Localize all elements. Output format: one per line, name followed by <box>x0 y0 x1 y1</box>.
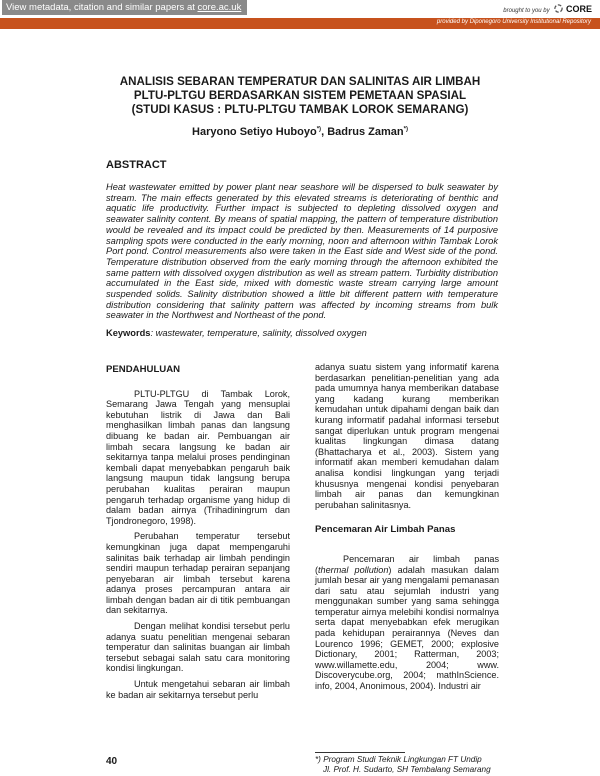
paragraph: PLTU-PLTGU di Tambak Lorok, Semarang Jawa Tengah yang mensuplai kebutuhan listrik di Jawa dan Bali menghasilkan limbah panas dan langsung dibuang ke badan air. Pembuangan air limbah secara langsung ke badan air sekitarnya tanpa melalui proses pendinginan kembali dapat menyebabkan pengaruh baik langsung maupun tidak langsung berupa perubahan kualitas perairan maupun pengaruh terhadap organisme yang hidup di dalam badan airnya (Trihadiningrum dan Tjondronegoro, 1998). <box>106 388 290 526</box>
paragraph-text: Pencemaran air limbah panas ( <box>315 553 499 575</box>
provider-bar <box>0 18 600 29</box>
author-mark: *) <box>403 126 408 133</box>
abstract-heading: ABSTRACT <box>106 159 167 171</box>
paragraph-text: ) adalah masukan dalam jumlah besar air yang mengalami pemanasan dari satu atau sejumlah industri yang menggunakan sumber yang sama sehingga temperatur airnya melebihi kondisi normalnya serta dapat menyebabkan efek merugikan pada kehidupan perairannya (Neves dan Lourenco 1996; GEMET, 2000; explosive Dictionary, 2001; Ratterman, 2003; www.willamette.edu, 2004; www. Discoverycube.org, 2004; mathInScience. info, 2004, Anonimous, 2004). Industri air <box>315 564 499 692</box>
author-separator: , <box>321 126 328 138</box>
author-name: Haryono Setiyo Huboyo <box>192 126 317 138</box>
brought-to-you-by[interactable] <box>503 4 592 14</box>
page-number: 40 <box>106 756 118 767</box>
right-column <box>315 362 499 692</box>
paper-title <box>90 75 510 117</box>
footnote-line: Jl. Prof. H. Sudarto, SH Tembalang Semarang <box>323 764 491 774</box>
paragraph: Perubahan temperatur tersebut kemungkinan juga dapat mempengaruhi salinitas baik terhadap air limbah pendingin sendiri maupun terhadap perairan sepanjang penyebaran air limbah tersebut karena adanya proses percampuran antara air limbah dengan badan air di titik pembuangan dan sekitarnya. <box>106 531 290 616</box>
keywords-label: Keywords <box>106 328 151 338</box>
core-logo-text: CORE <box>565 4 592 14</box>
author-name: Badrus Zaman <box>327 126 404 138</box>
paragraph: Untuk mengetahui sebaran air limbah ke badan air sekitarnya tersebut perlu <box>106 679 290 700</box>
title-line: ANALISIS SEBARAN TEMPERATUR DAN SALINITAS AIR LIMBAH <box>119 75 481 88</box>
core-logo-icon <box>554 4 563 13</box>
core-link[interactable]: core.ac.uk <box>197 2 242 13</box>
title-line: PLTU-PLTGU BERDASARKAN SISTEM PEMETAAN SPASIAL <box>133 89 467 102</box>
italic-term: thermal pollution <box>318 564 389 575</box>
paragraph: adanya suatu sistem yang informatif karena berdasarkan penelitian-penelitian yang ada pada umumnya hanya memberikan database yang kadang kurang memberikan kemudahan untuk dipahami dengan baik dan kurang informatif padahal informasi tersebut sangat diperlukan untuk program mengenai kualitas lingkungan dimasa datang (Bhattacharya et al., 2003). Sistem yang informatif akan memberi kemudahan dalam analisa kondisi lingkungan yang terjadi khususnya mengenai kondisi penyebaran limbah air panas dan kemungkinan perubahan salinitasnya. <box>315 362 499 510</box>
core-banner <box>0 0 600 18</box>
keywords-text: : wastewater, temperature, salinity, dissolved oxygen <box>150 328 367 338</box>
section-heading: PENDAHULUAN <box>106 364 181 375</box>
left-column <box>106 365 290 700</box>
provider-text: provided by Diponegoro University Institutional Repository <box>436 19 591 25</box>
abstract-text: Heat wastewater emitted by power plant near seashore will be dispersed to bulk seawater by stream. The main effects generated by this elevated streams is deteriorating of benthic and aquatic life productivity. Further impact is subjected to depleting dissolved oxygen and seawater salinity content. By means of spatial mapping, the pattern of temperature distribution would be revealed and its impact could be predicted by then. Measurements of 14 purposive sampling spots were conducted in the early morning, noon and afternoon within Tambak Lorok Port pond. Control measurements also were taken in the East side and West side of the pond. Temperature distribution observed from the early morning through the afternoon exhibited the same pattern with dissolved oxygen distribution as well as stream pattern. Turbidity distribution accumulated in the East side, mixed with domestic waste stream carrying large amount suspended solids. Salinity distribution showed a little bit different pattern with temperature distribution considering that salinity pattern was affected by incoming streams from bulk seawater in the Northwest and Northeast of the pond. <box>106 182 498 321</box>
subsection-heading: Pencemaran Air Limbah Panas <box>315 524 456 536</box>
title-line: (STUDI KASUS : PLTU-PLTGU TAMBAK LOROK SEMARANG) <box>131 103 469 116</box>
footnote-divider <box>315 752 405 753</box>
author-list <box>90 126 510 138</box>
paragraph <box>315 554 499 692</box>
brought-by-text: brought to you by <box>503 8 550 14</box>
metadata-text: View metadata, citation and similar papers at <box>6 2 198 13</box>
metadata-banner[interactable] <box>2 0 247 15</box>
footnote-line: *) Program Studi Teknik Lingkungan FT Undip <box>315 755 482 764</box>
paragraph: Dengan melihat kondisi tersebut perlu adanya suatu penelitian mengenai sebaran temperatur dan salinitas buangan air limbah tersebut sebagai salah satu cara monitoring kondisi lingkungan. <box>106 621 290 674</box>
author-mark: *) <box>316 126 322 133</box>
footnote <box>315 755 515 774</box>
keywords <box>106 328 498 338</box>
